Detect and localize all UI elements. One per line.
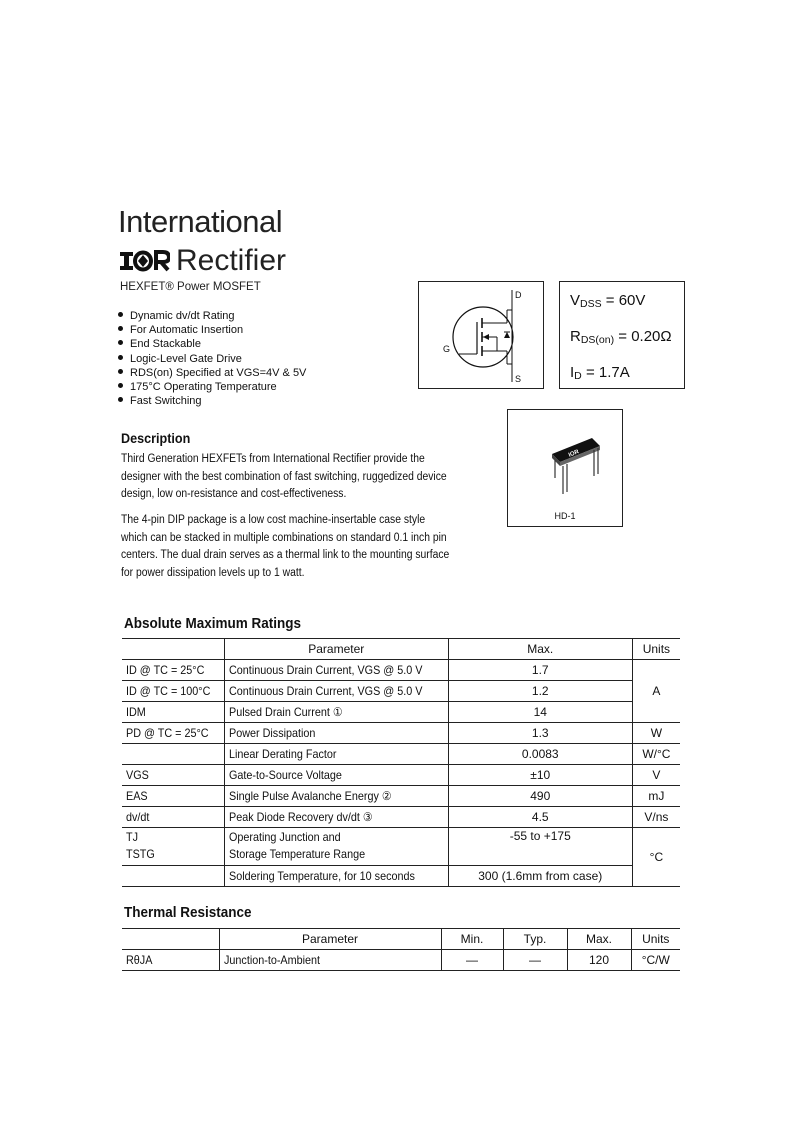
description-paragraph-2: The 4-pin DIP package is a low cost machine-insertable case style which can be stacked in multiple combinations on standard 0.1 inch pin centers. The dual drain serves as a thermal link to the mounting surface for power dissipation levels up to 1 watt. <box>121 514 450 579</box>
feature-item: RDS(on) Specified at VGS=4V & 5V <box>118 366 306 380</box>
col-header-parameter: Parameter <box>219 929 441 950</box>
absolute-max-ratings-table <box>122 638 680 887</box>
col-header-units: Units <box>632 639 680 660</box>
spec-id: $I_D = 1.7A$ <box>570 364 630 382</box>
source-label: S <box>515 374 522 384</box>
table-row: EAS Single Pulse Avalanche Energy ② 490 mJ <box>122 786 680 807</box>
package-box <box>507 409 623 527</box>
bullet-icon <box>118 369 123 374</box>
svg-text:IOR: IOR <box>567 449 580 459</box>
feature-item: Logic-Level Gate Drive <box>118 352 306 366</box>
ior-logo-icon <box>120 250 170 272</box>
thermal-resistance-table <box>122 928 680 971</box>
spec-vdss: $V_{DSS} = 60V$ <box>570 292 646 310</box>
description-heading: Description <box>121 430 191 446</box>
key-specs-box <box>559 281 685 389</box>
bullet-icon <box>118 340 123 345</box>
table-row: PD @ TC = 25°C Power Dissipation 1.3 W <box>122 723 680 744</box>
drain-label: D <box>515 290 522 300</box>
thermal-heading: Thermal Resistance <box>124 904 252 921</box>
feature-item: End Stackable <box>118 337 306 351</box>
table-row: ID @ TC = 100°C Continuous Drain Current, VGS @ 5.0 V 1.2 <box>122 681 680 702</box>
feature-item: For Automatic Insertion <box>118 323 306 337</box>
table-row: Soldering Temperature, for 10 seconds 300 (1.6mm from case) <box>122 866 680 887</box>
units-temp: °C <box>632 828 680 887</box>
table-header-row <box>122 639 680 660</box>
brand-name-line1: International <box>118 204 283 239</box>
feature-item: Dynamic dv/dt Rating <box>118 309 306 323</box>
bullet-icon <box>118 355 123 360</box>
bullet-icon <box>118 383 123 388</box>
bullet-icon <box>118 326 123 331</box>
brand-name-line2: Rectifier <box>176 244 287 277</box>
col-header-max: Max. <box>448 639 632 660</box>
mosfet-symbol-box <box>418 281 544 389</box>
col-header-max: Max. <box>567 929 631 950</box>
table-header-row <box>122 929 680 950</box>
table-row: VGS Gate-to-Source Voltage ±10 V <box>122 765 680 786</box>
table-row: ID @ TC = 25°C Continuous Drain Current, VGS @ 5.0 V 1.7 A <box>122 660 680 681</box>
package-label: HD-1 <box>554 511 576 521</box>
col-header-units: Units <box>631 929 680 950</box>
spec-rds-on: $R_{DS(on)} = 0.20\Omega$ <box>570 328 672 346</box>
table-row: IDM Pulsed Drain Current ① 14 <box>122 702 680 723</box>
product-subtitle: HEXFET® Power MOSFET <box>120 281 261 293</box>
feature-item: 175°C Operating Temperature <box>118 380 306 394</box>
units-amp: A <box>632 660 680 723</box>
brand-line2 <box>120 244 286 278</box>
table-row: TJ TSTG Operating Junction and Storage Temperature Range -55 to +175 °C <box>122 828 680 866</box>
ratings-heading: Absolute Maximum Ratings <box>124 615 302 632</box>
table-row: dv/dt Peak Diode Recovery dv/dt ③ 4.5 V/ns <box>122 807 680 828</box>
col-header-parameter: Parameter <box>224 639 448 660</box>
col-header-typ: Typ. <box>503 929 567 950</box>
gate-label: G <box>443 344 451 354</box>
table-row: Linear Derating Factor 0.0083 W/°C <box>122 744 680 765</box>
bullet-icon <box>118 397 123 402</box>
feature-list <box>118 309 306 408</box>
mosfet-symbol-icon <box>419 282 543 388</box>
ior-logo <box>120 250 170 272</box>
dip-package-icon <box>508 410 622 506</box>
col-header-min: Min. <box>441 929 503 950</box>
bullet-icon <box>118 312 123 317</box>
feature-item: Fast Switching <box>118 394 306 408</box>
table-row: RθJA Junction-to-Ambient — — 120 °C/W <box>122 950 680 971</box>
description-paragraph-1: Third Generation HEXFETs from International Rectifier provide the designer with the best combination of fast switching, ruggedized device design, low on-resistance and cost-effectiveness. <box>121 453 447 500</box>
